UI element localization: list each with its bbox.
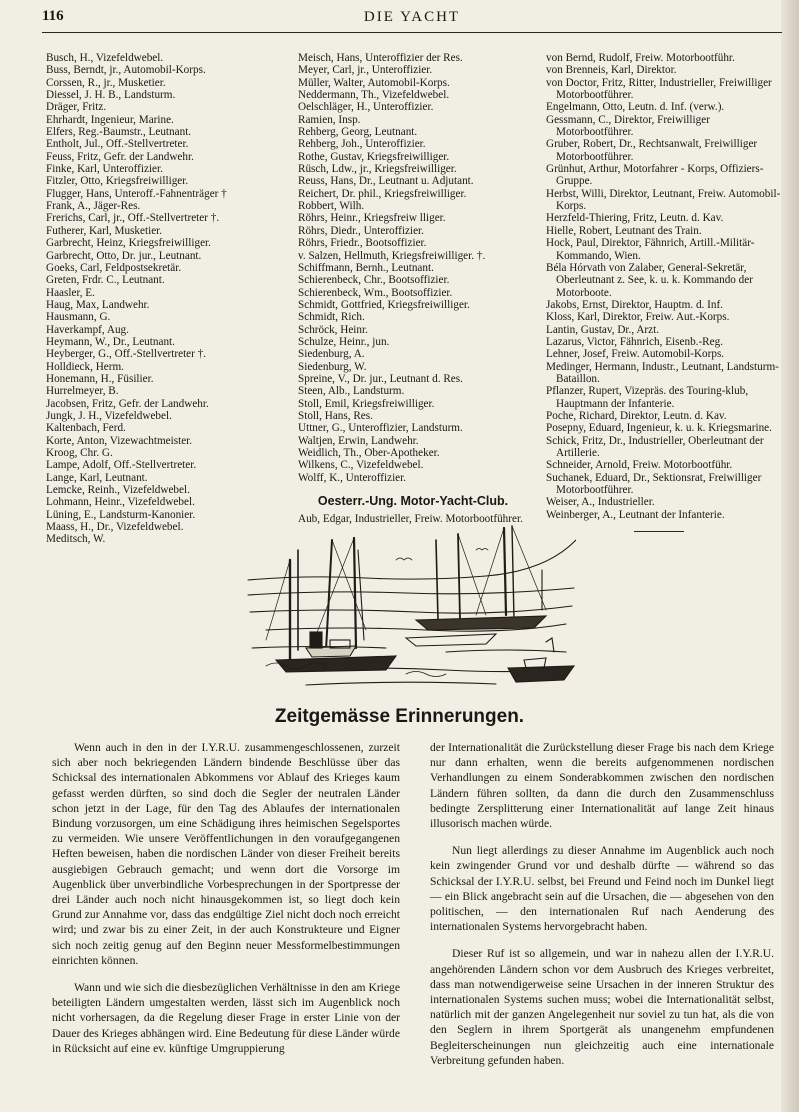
- list-entry: von Bernd, Rudolf, Freiw. Motorbootführ.: [546, 52, 735, 64]
- list-entry: Jacobsen, Fritz, Gefr. der Landwehr.: [46, 397, 209, 410]
- list-entry: Elfers, Reg.-Baumstr., Leutnant.: [46, 126, 192, 139]
- list-entry: Siedenburg, A.: [298, 348, 365, 361]
- list-entry: Lampe, Adolf, Off.-Stellvertreter.: [46, 459, 197, 472]
- list-entry: Reichert, Dr. phil., Kriegsfreiwilliger.: [298, 187, 467, 200]
- list-entry: Buss, Berndt, jr., Automobil-Korps.: [46, 64, 206, 77]
- list-entry: Spreine, V., Dr. jur., Leutnant d. Res.: [298, 372, 463, 385]
- list-entry: Kroog, Chr. G.: [46, 447, 113, 459]
- list-entry: von Doctor, Fritz, Ritter, Industrieller, Freiwilliger Motorbootführer.: [546, 76, 772, 102]
- list-entry: Rehberg, Joh., Unteroffizier.: [298, 138, 426, 151]
- end-rule: [634, 531, 684, 532]
- list-entry: Oelschläger, H., Unteroffizier.: [298, 101, 434, 114]
- list-entry: Rüsch, Ldw., jr., Kriegsfreiwilliger.: [298, 163, 457, 176]
- list-entry: v. Salzen, Hellmuth, Kriegsfreiwilliger. †.: [298, 249, 486, 262]
- list-entry: Korte, Anton, Vizewachtmeister.: [46, 434, 193, 447]
- list-entry: Jakobs, Ernst, Direktor, Hauptm. d. Inf.: [546, 298, 723, 311]
- page-number: 116: [42, 8, 64, 24]
- list-entry: Neddermann, Th., Vizefeldwebel.: [298, 89, 450, 102]
- list-entry: Steen, Alb., Landsturm.: [298, 385, 405, 398]
- list-entry: Schierenbeck, Chr., Bootsoffizier.: [298, 274, 450, 287]
- list-entry: Kloss, Karl, Direktor, Freiw. Aut.-Korps.: [546, 311, 730, 324]
- list-entry: Holldieck, Herm.: [46, 360, 124, 373]
- article-title: Zeitgemässe Erinnerungen.: [274, 706, 525, 727]
- list-entry: Grünhut, Arthur, Motorfahrer - Korps, Offiziers-Gruppe.: [546, 163, 764, 188]
- list-entry: Haasler, E.: [46, 286, 95, 299]
- list-entry: Jungk, J. H., Vizefeldwebel.: [46, 409, 172, 422]
- list-entry: Dräger, Fritz.: [46, 101, 107, 114]
- list-entry: Kaltenbach, Ferd.: [46, 422, 126, 435]
- list-entry: Lemcke, Reinh., Vizefeldwebel.: [46, 484, 190, 497]
- list-entry: Finke, Karl, Unteroffizier.: [46, 163, 163, 176]
- list-entry: Weidlich, Th., Ober-Apotheker.: [298, 447, 440, 459]
- list-entry: Gruber, Robert, Dr., Rechtsanwalt, Freiwilliger Motorbootführer.: [546, 138, 758, 163]
- list-entry: Müller, Walter, Automobil-Korps.: [298, 76, 450, 89]
- list-entry: Herbst, Willi, Direktor, Leutnant, Freiw. Automobil-Korps.: [546, 187, 781, 213]
- list-entry: Haverkampf, Aug.: [46, 323, 129, 336]
- list-entry: Weinberger, A., Leutnant der Infanterie.: [546, 508, 725, 521]
- list-entry: Posepny, Eduard, Ingenieur, k. u. k. Kriegsmarine.: [546, 422, 772, 435]
- list-entry: Futherer, Karl, Musketier.: [46, 224, 163, 237]
- header-rule: [42, 32, 782, 33]
- list-entry: Röhrs, Friedr., Bootsoffizier.: [298, 237, 427, 250]
- list-entry: Lange, Karl, Leutnant.: [46, 471, 148, 484]
- list-entry: Poche, Richard, Direktor, Leutn. d. Kav.: [546, 409, 727, 422]
- list-entry: Aub, Edgar, Industrieller, Freiw. Motorbootführer.: [298, 513, 523, 526]
- list-entry: Lehner, Josef, Freiw. Automobil-Korps.: [546, 348, 725, 361]
- running-title: DIE YACHT: [363, 9, 461, 25]
- list-entry: von Brenneis, Karl, Direktor.: [546, 64, 677, 77]
- list-entry: Schierenbeck, Wm., Bootsoffizier.: [298, 286, 453, 299]
- list-entry: Schmidt, Gottfried, Kriegsfreiwilliger.: [298, 298, 470, 311]
- list-entry: Lazarus, Victor, Fähnrich, Eisenb.-Reg.: [546, 335, 723, 348]
- list-entry: Fitzler, Otto, Kriegsfreiwilliger.: [46, 175, 189, 188]
- list-entry: Entholt, Jul., Off.-Stellvertreter.: [46, 138, 189, 151]
- list-entry: Gessmann, C., Direktor, Freiwilliger Motorbootführer.: [546, 113, 710, 139]
- list-entry: Schulze, Heinr., jun.: [298, 335, 390, 348]
- list-entry: Diessel, J. H. B., Landsturm.: [46, 89, 176, 102]
- article-paragraph: der Internationalität die Zurückstellung dieser Frage bis nach dem Kriege nur dann erhalten, wenn die bereits aufgenommenen nordischen Verhandlungen zu einem Sonderabkommen zwischen den nordischen Ländern führen sollten, da dann die durch den Zusammenschluss bedingte Zersplitterung einer Internationalität auf lange Zeit hinaus illusorisch machen würde.: [430, 741, 774, 831]
- list-entry: Meyer, Carl, jr., Unteroffizier.: [298, 64, 433, 77]
- list-entry: Röhrs, Heinr., Kriegsfreiw lliger.: [298, 212, 446, 225]
- article-paragraph: Wann und wie sich die diesbezüglichen Verhältnisse in den am Kriege beteiligten Ländern umgestalten werden, lässt sich im Augenblick noch nicht vorhersagen, da die Regelung dieser Frage in erster Linie von der Dauer des Krieges abhängen wird. Eine Bedeutung für diese Länder würde in Rücksicht auf eine ev. künftige Umgruppierung: [52, 981, 401, 1055]
- list-entry: Waltjen, Erwin, Landwehr.: [298, 434, 419, 447]
- page-edge: [781, 0, 799, 1112]
- list-entry: Hurrelmeyer, B.: [46, 385, 119, 398]
- list-entry: Flugger, Hans, Unteroff.-Fahnenträger †: [46, 187, 227, 200]
- member-list-column-2: [298, 52, 538, 526]
- member-list-column-3: [546, 52, 782, 532]
- list-entry: Schmidt, Rich.: [298, 311, 365, 324]
- list-entry: Engelmann, Otto, Leutn. d. Inf. (verw.).: [546, 101, 725, 114]
- list-entry: Lantin, Gustav, Dr., Arzt.: [546, 323, 659, 336]
- page-header: [42, 8, 782, 32]
- list-entry: Reuss, Hans, Dr., Leutnant u. Adjutant.: [298, 175, 474, 188]
- list-entry: Greten, Frdr. C., Leutnant.: [46, 274, 165, 287]
- list-entry: Lohmann, Heinr., Vizefeldwebel.: [46, 496, 195, 509]
- list-entry: Uttner, G., Unteroffizier, Landsturm.: [298, 422, 463, 435]
- list-entry: Weiser, A., Industrieller.: [546, 496, 655, 509]
- club-heading: Oesterr.-Ung. Motor-Yacht-Club.: [317, 494, 509, 509]
- list-entry: Haug, Max, Landwehr.: [46, 298, 150, 311]
- list-entry: Ehrhardt, Ingenieur, Marine.: [46, 113, 174, 126]
- list-entry: Corssen, R., jr., Musketier.: [46, 76, 166, 89]
- article-paragraph: Wenn auch in den in der I.Y.R.U. zusammengeschlossenen, zurzeit sich aber noch bekriegenden Ländern bindende Beschlüsse über das Schicksal des internationalen Abkommens vor Ablauf des Krieges kaum gefasst werden dürften, so sind doch die Segler der neutralen Länder schon jetzt in der Lage, für den Tag des Ablaufes der internationalen Bindung vorzusorgen, um eine Schädigung ihres heimischen Segelsportes zu vermeiden. Wie unsere Veröffentlichungen in den voraufgegangenen Heften beweisen, haben die nordischen Länder von dieser Freiheit bereits ausgiebigen Gebrauch gemacht; und wenn dort die Vorsorge im Augenblick über unverbindliche Vorbesprechungen in der Sportpresse der drei Länder auch noch nicht hinausgekommen ist, so liegt doch kein Grund zur Annahme vor, dass das endgültige Ziel nicht doch noch erreicht wird; und zwar bis zu einer Zeit, in der auch Konstrukteure und Eigner sich noch zeitig genug auf den Beginn neuer Messformelbestimmungen einrichten können.: [52, 741, 400, 967]
- list-entry: Röhrs, Diedr., Unteroffizier.: [298, 224, 424, 237]
- harbor-illustration: [246, 520, 576, 695]
- list-entry: Stoll, Hans, Res.: [298, 409, 373, 422]
- list-entry: Herzfeld-Thiering, Fritz, Leutn. d. Kav.: [546, 212, 724, 225]
- list-entry: Rehberg, Georg, Leutnant.: [298, 126, 418, 139]
- list-entry: Heyberger, G., Off.-Stellvertreter †.: [46, 348, 207, 361]
- list-entry: Lüning, E., Landsturm-Kanonier.: [46, 508, 196, 521]
- article-paragraph: Nun liegt allerdings zu dieser Annahme im Augenblick auch noch kein zwingender Grund vor und deshalb dürfte — während so das Schicksal der I.Y.R.U. selbst, bei Freund und Feind noch im Dunkel liegt — ein Blick angebracht sein auf die Ursachen, die — abgesehen von den politischen, — den internationalen Ruf nach Aenderung des internationalen Systems hervorgebracht haben.: [430, 844, 774, 934]
- list-entry: Garbrecht, Otto, Dr. jur., Leutnant.: [46, 249, 202, 262]
- list-entry: Goeks, Carl, Feldpostsekretär.: [46, 261, 182, 274]
- list-entry: Wilkens, C., Vizefeldwebel.: [298, 459, 424, 472]
- list-entry: Hausmann, G.: [46, 311, 111, 324]
- list-entry: Hielle, Robert, Leutnant des Train.: [546, 224, 702, 237]
- list-entry: Meisch, Hans, Unteroffizier der Res.: [298, 52, 463, 64]
- list-entry: Garbrecht, Heinz, Kriegsfreiwilliger.: [46, 237, 211, 250]
- list-entry: Schick, Fritz, Dr., Industrieller, Oberleutnant der Artillerie.: [546, 434, 764, 459]
- article-paragraph: Dieser Ruf ist so allgemein, und war in nahezu allen der I.Y.R.U. angehörenden Ländern schon vor dem Ausbruch des Krieges verbreitet, dass man notwendigerweise seine Ursachen in der inneren Struktur des internationalen Systems suchen muss; wobei die Internationalität selbst, natürlich mit der ganzen Angelegenheit nur soviel zu tun hat, als die von den Seglern in ihrem Sportgerät als unangenehm empfundenen Begleiterscheinungen nun gleichzeitig auch eine internationale Verbreitung gefunden haben.: [430, 947, 774, 1067]
- list-entry: Ramien, Insp.: [298, 113, 361, 126]
- list-entry: Rothe, Gustav, Kriegsfreiwilliger.: [298, 150, 450, 163]
- list-entry: Maass, H., Dr., Vizefeldwebel.: [46, 521, 184, 534]
- list-entry: Siedenburg, W.: [298, 360, 367, 373]
- list-entry: Medinger, Hermann, Industr., Leutnant, Landsturm-Bataillon.: [546, 360, 779, 385]
- list-entry: Feuss, Fritz, Gefr. der Landwehr.: [46, 150, 194, 163]
- member-list-column-1: [46, 52, 286, 546]
- list-entry: Hock, Paul, Direktor, Fähnrich, Artill.-Militär-Kommando, Wien.: [546, 237, 755, 262]
- article-column-right: [430, 740, 774, 1080]
- list-entry: Schröck, Heinr.: [298, 323, 368, 336]
- list-entry: Meditsch, W.: [46, 533, 106, 546]
- list-entry: Béla Hórvath von Zalaber, General-Sekretär, Oberleutnant z. See, k. u. k. Kommando der Motorboote.: [546, 261, 753, 299]
- list-entry: Heymann, W., Dr., Leutnant.: [46, 335, 175, 348]
- list-entry: Busch, H., Vizefeldwebel.: [46, 52, 164, 64]
- list-entry: Schiffmann, Bernh., Leutnant.: [298, 261, 434, 274]
- list-entry: Schneider, Arnold, Freiw. Motorbootführ.: [546, 459, 733, 472]
- list-entry: Pflanzer, Rupert, Vizepräs. des Touring-klub, Hauptmann der Infanterie.: [546, 385, 749, 410]
- list-entry: Honemann, H., Füsilier.: [46, 372, 154, 385]
- list-entry: Robbert, Wilh.: [298, 200, 365, 213]
- list-entry: Frerichs, Carl, jr., Off.-Stellvertreter †.: [46, 212, 220, 225]
- list-entry: Suchanek, Eduard, Dr., Sektionsrat, Freiwilliger Motorbootführer.: [546, 471, 762, 497]
- list-entry: Stoll, Emil, Kriegsfreiwilliger.: [298, 397, 435, 410]
- list-entry: Frank, A., Jäger-Res.: [46, 200, 141, 213]
- article-column-left: [52, 740, 400, 1068]
- list-entry: Wolff, K., Unteroffizier.: [298, 471, 407, 484]
